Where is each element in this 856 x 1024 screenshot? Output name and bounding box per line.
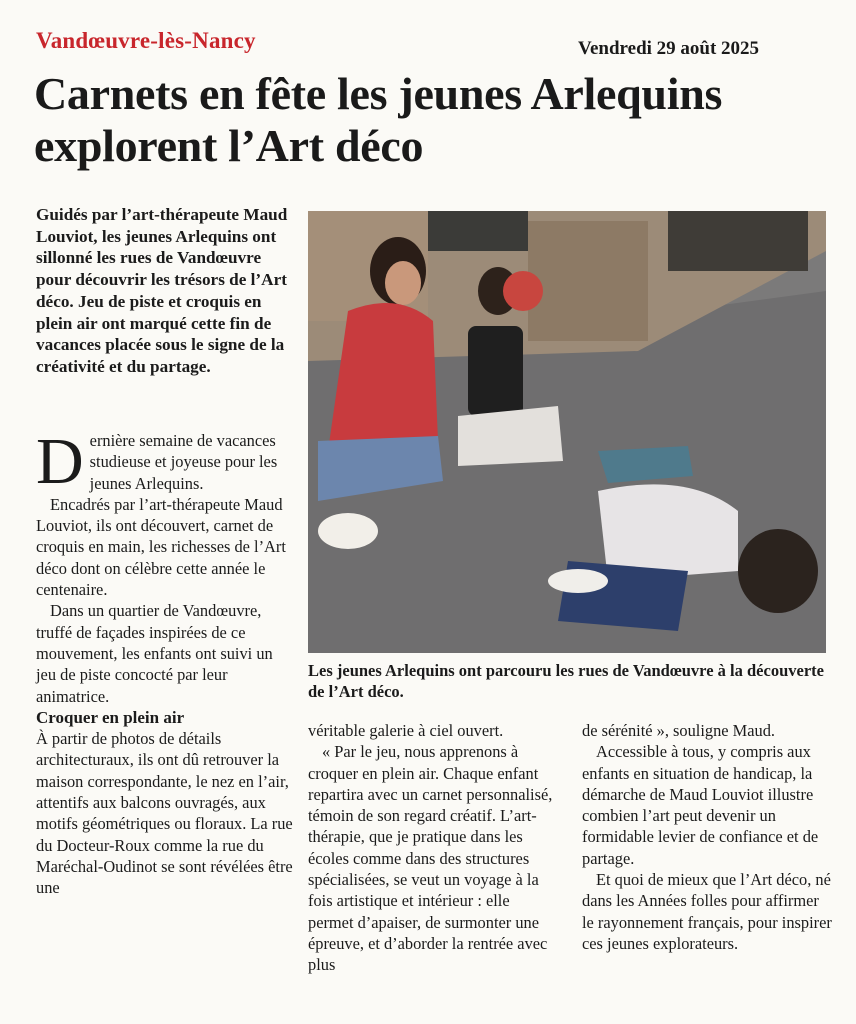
drop-cap: D: [36, 425, 84, 498]
photo-illustration: [308, 211, 826, 653]
body-column-3: [582, 720, 832, 954]
paragraph-1-text: ernière semaine de vacances studieuse et joyeuse pour les jeunes Arlequins.: [89, 431, 278, 493]
paragraph-2: Encadrés par l’art-thérapeute Maud Louviot, ils ont découvert, carnet de croquis en main, les richesses de l’Art déco dont on célèbre cette année le centenaire.: [36, 494, 286, 600]
paragraph-4: À partir de photos de détails architecturaux, ils ont dû retrouver la maison correspondante, le nez en l’air, attentifs aux balcons ouvragés, aux motifs géométriques ou floraux. La rue du Docteur-Roux comme la rue du Maréchal-Oudinot se sont révélées être une: [36, 729, 293, 898]
paragraph-6: « Par le jeu, nous apprenons à croquer en plein air. Chaque enfant repartira avec un carnet personnalisé, témoin de son regard créatif. L’art-thérapie, que je pratique dans les écoles comme dans des structures spécialisées, se veut un voyage à la fois artistique et intérieur : elle permet d’apaiser, de surmonter une épreuve, et d’aborder la rentrée avec plus: [308, 742, 553, 975]
lede-paragraph: Guidés par l’art-thérapeute Maud Louviot, les jeunes Arlequins ont sillonné les rues de Vandœuvre pour découvrir les trésors de l’Art déco. Jeu de piste et croquis en plein air ont marqué cette fin de vacances placée sous le signe de la créativité et du partage.: [36, 205, 288, 376]
paragraph-7: de sérénité », souligne Maud.: [582, 721, 775, 740]
body-column-2: [308, 720, 558, 976]
body-column-1: [36, 425, 294, 899]
subheading: Croquer en plein air: [36, 707, 185, 727]
paragraph-3: Dans un quartier de Vandœuvre, truffé de façades inspirées de ce mouvement, les enfants ont suivi un jeu de piste concocté par leur animatrice.: [36, 601, 273, 706]
photo-caption: Les jeunes Arlequins ont parcouru les rues de Vandœuvre à la découverte de l’Art déco.: [308, 661, 824, 701]
article-photo: [308, 211, 826, 653]
paragraph-1: [36, 425, 294, 498]
paragraph-5: véritable galerie à ciel ouvert.: [308, 721, 504, 740]
section-locality: Vandœuvre-lès-Nancy: [36, 28, 256, 53]
publication-date: Vendredi 29 août 2025: [578, 38, 760, 59]
paragraph-8: Accessible à tous, y compris aux enfants en situation de handicap, la démarche de Maud Louviot illustre combien l’art peut devenir un formidable levier de confiance et de partage.: [582, 742, 819, 868]
paragraph-9: Et quoi de mieux que l’Art déco, né dans les Années folles pour affirmer le rayonnement français, pour inspirer ces jeunes explorateurs.: [582, 870, 832, 953]
headline: Carnets en fête les jeunes Arlequins explorent l’Art déco: [34, 68, 723, 171]
